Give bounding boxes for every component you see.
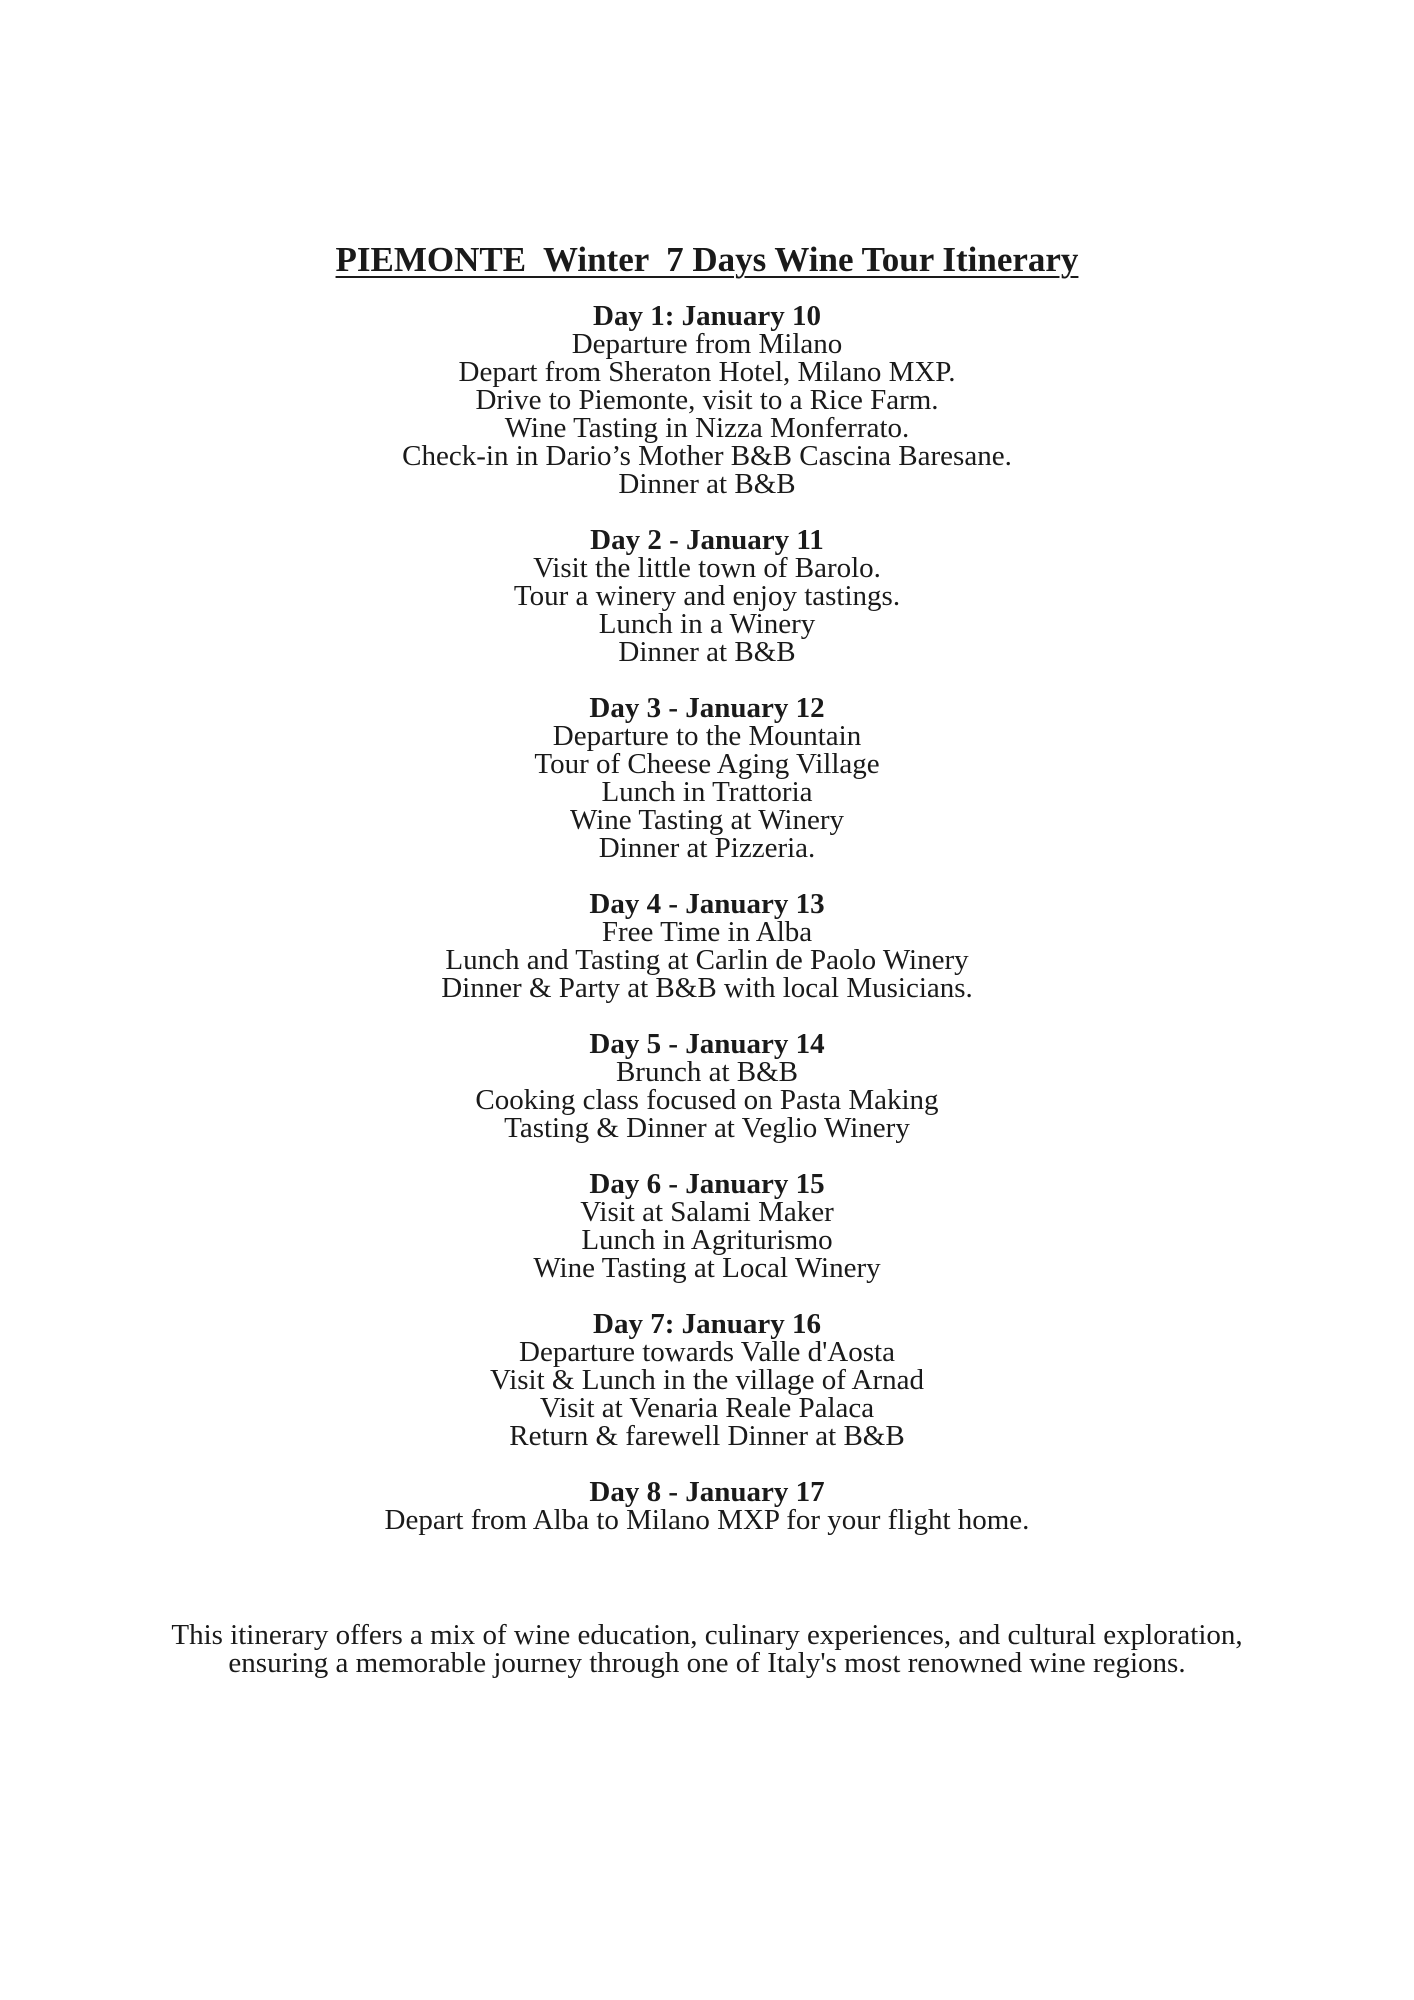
day-activity: Cooking class focused on Pasta Making (475, 1084, 939, 1116)
day-activity: Dinner at Pizzeria. (598, 832, 816, 864)
day-activity: Visit the little town of Barolo. (533, 552, 881, 584)
day-activity: Lunch in Trattoria (601, 776, 813, 808)
day-activity: Dinner at B&B (618, 468, 796, 500)
day-activity: Wine Tasting in Nizza Monferrato. (504, 412, 910, 444)
day-heading: Day 4 - January 13 (589, 888, 825, 920)
day-heading: Day 3 - January 12 (589, 692, 825, 724)
day-activity: Tour of Cheese Aging Village (534, 748, 880, 780)
day-activity: Visit at Venaria Reale Palaca (539, 1392, 875, 1424)
day-activity: Dinner & Party at B&B with local Musicians. (441, 972, 973, 1004)
day-activity: Lunch and Tasting at Carlin de Paolo Winery (445, 944, 969, 976)
day-activity: Free Time in Alba (601, 916, 813, 948)
day-activity: Departure towards Valle d'Aosta (519, 1336, 895, 1368)
day-activity: Lunch in a Winery (598, 608, 816, 640)
day-heading: Day 2 - January 11 (590, 524, 824, 556)
day-section (0, 890, 1414, 1002)
day-activity: Tour a winery and enjoy tastings. (513, 580, 901, 612)
day-section (0, 1170, 1414, 1282)
day-activity: Depart from Sheraton Hotel, Milano MXP. (458, 356, 956, 388)
day-heading: Day 6 - January 15 (589, 1168, 825, 1200)
day-heading: Day 1: January 10 (593, 300, 821, 332)
day-activity: Tasting & Dinner at Veglio Winery (504, 1112, 910, 1144)
day-section (0, 1310, 1414, 1450)
summary-line: This itinerary offers a mix of wine education, culinary experiences, and cultural exploration, (171, 1619, 1243, 1651)
day-section (0, 302, 1414, 498)
day-activity: Wine Tasting at Local Winery (533, 1252, 881, 1284)
day-activity: Drive to Piemonte, visit to a Rice Farm. (475, 384, 939, 416)
day-activity: Wine Tasting at Winery (569, 804, 845, 836)
day-activity: Lunch in Agriturismo (581, 1224, 833, 1256)
summary-line: ensuring a memorable journey through one of Italy's most renowned wine regions. (228, 1647, 1186, 1679)
page-title: PIEMONTE Winter 7 Days Wine Tour Itinerary (335, 240, 1079, 279)
day-activity: Departure from Milano (571, 328, 843, 360)
summary-paragraph (0, 1621, 1414, 1677)
day-activity: Depart from Alba to Milano MXP for your flight home. (384, 1504, 1030, 1536)
day-section (0, 1030, 1414, 1142)
day-activity: Visit & Lunch in the village of Arnad (490, 1364, 924, 1396)
day-activity: Brunch at B&B (615, 1056, 799, 1088)
day-section (0, 526, 1414, 666)
day-activity: Visit at Salami Maker (580, 1196, 834, 1228)
day-activity: Departure to the Mountain (552, 720, 862, 752)
day-heading: Day 5 - January 14 (589, 1028, 825, 1060)
day-heading: Day 7: January 16 (593, 1308, 821, 1340)
day-section (0, 1478, 1414, 1534)
day-activity: Return & farewell Dinner at B&B (509, 1420, 905, 1452)
day-activity: Dinner at B&B (618, 636, 796, 668)
day-heading: Day 8 - January 17 (589, 1476, 825, 1508)
day-activity: Check-in in Dario’s Mother B&B Cascina Baresane. (402, 440, 1012, 472)
days-list (0, 302, 1414, 1562)
day-section (0, 694, 1414, 862)
